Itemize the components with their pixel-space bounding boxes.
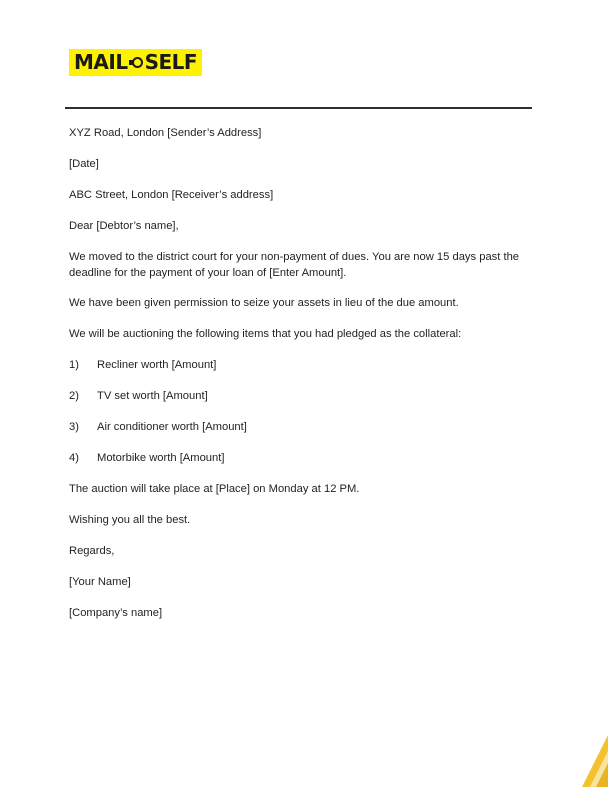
logo-text-mail: MAIL [74,50,128,74]
logo-text-self: SELF [144,50,198,74]
sign-off: Regards, [69,544,115,557]
envelope-circle-icon [129,55,144,70]
paragraph-auction-intro: We will be auctioning the following items that you had pledged as the collateral: [69,328,462,341]
paragraph-court-notice: We moved to the district court for your non-payment of dues. You are now 15 days past the deadline for the payment of your loan of [Enter Amount]. [69,250,520,279]
list-item [69,451,535,467]
list-item-marker: 2) [69,390,79,403]
corner-ribbon-decoration [538,727,608,787]
list-item-label: Motorbike worth [Amount] [97,451,225,464]
list-item-label: Recliner worth [Amount] [97,359,217,372]
salutation: Dear [Debtor’s name], [69,219,179,232]
list-item [69,358,535,374]
logo-highlight-block [69,49,202,76]
brand-logo [69,49,202,76]
paragraph-seizure-permission: We have been given permission to seize your assets in lieu of the due amount. [69,297,459,310]
list-item-marker: 1) [69,359,79,372]
header-divider [65,107,532,109]
list-item [69,420,535,436]
signature-name: [Your Name] [69,575,131,588]
list-item-marker: 3) [69,421,79,434]
list-item [69,389,535,405]
receiver-address: ABC Street, London [Receiver’s address] [69,188,274,201]
collateral-list [69,358,535,467]
list-item-label: TV set worth [Amount] [97,390,208,403]
list-item-marker: 4) [69,451,79,464]
closing-wish: Wishing you all the best. [69,513,191,526]
date-line: [Date] [69,157,99,170]
letter-body [69,126,535,636]
auction-details: The auction will take place at [Place] on Monday at 12 PM. [69,482,360,495]
signature-company: [Company’s name] [69,606,163,619]
sender-address: XYZ Road, London [Sender’s Address] [69,127,262,139]
list-item-label: Air conditioner worth [Amount] [97,421,247,434]
